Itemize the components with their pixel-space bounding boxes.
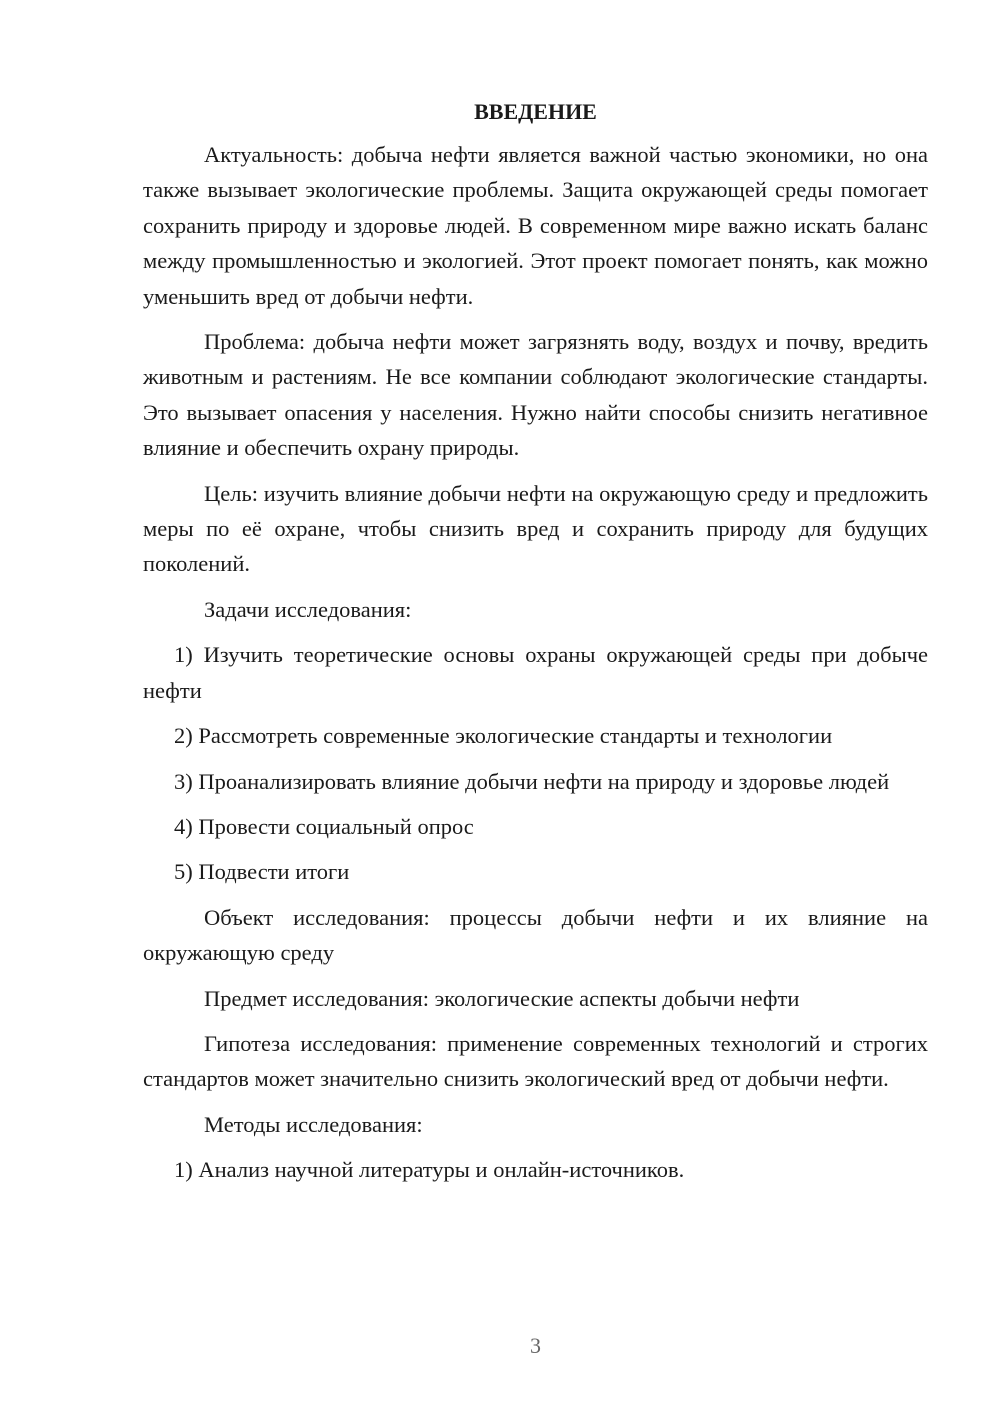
task-item: 2) Рассмотреть современные экологические стандарты и технологии (174, 723, 833, 749)
task-item: 3) Проанализировать влияние добычи нефти на природу и здоровье людей (174, 768, 890, 794)
task-item: 1) Изучить теоретические основы охраны окружающей среды при добыче нефти (143, 642, 928, 703)
task-item: 4) Провести социальный опрос (174, 813, 474, 839)
subject-paragraph: Предмет исследования: экологические аспекты добычи нефти (204, 985, 800, 1011)
method-item: 1) Анализ научной литературы и онлайн-источников. (174, 1157, 685, 1183)
methods-heading: Методы исследования: (204, 1111, 423, 1137)
hypothesis-paragraph: Гипотеза исследования: применение современных технологий и строгих стандартов может значительно снизить экологический вред от добычи нефти. (143, 1030, 928, 1092)
page-number: 3 (530, 1333, 541, 1358)
problem-paragraph: Проблема: добыча нефти может загрязнять воду, воздух и почву, вредить животным и растениям. Не все компании соблюдают экологические стандарты. Это вызывает опасения у населения. Нужно найти способы снизить негативное влияние и обеспечить охрану природы. (143, 329, 928, 461)
methods-list (143, 1152, 928, 1187)
tasks-list (143, 637, 928, 889)
document-page (143, 95, 928, 1198)
page-title: ВВЕДЕНИЕ (474, 99, 597, 124)
relevance-paragraph: Актуальность: добыча нефти является важной частью экономики, но она также вызывает экологические проблемы. Защита окружающей среды помогает сохранить природу и здоровье людей. В современном мире важно искать баланс между промышленностью и экологией. Этот проект помогает понять, как можно уменьшить вред от добычи нефти. (143, 142, 928, 309)
object-paragraph: Объект исследования: процессы добычи нефти и их влияние на окружающую среду (143, 904, 928, 966)
goal-paragraph: Цель: изучить влияние добычи нефти на окружающую среду и предложить меры по её охране, чтобы снизить вред и сохранить природу для будущих поколений. (143, 480, 928, 577)
task-item: 5) Подвести итоги (174, 859, 350, 885)
tasks-heading: Задачи исследования: (204, 596, 412, 622)
